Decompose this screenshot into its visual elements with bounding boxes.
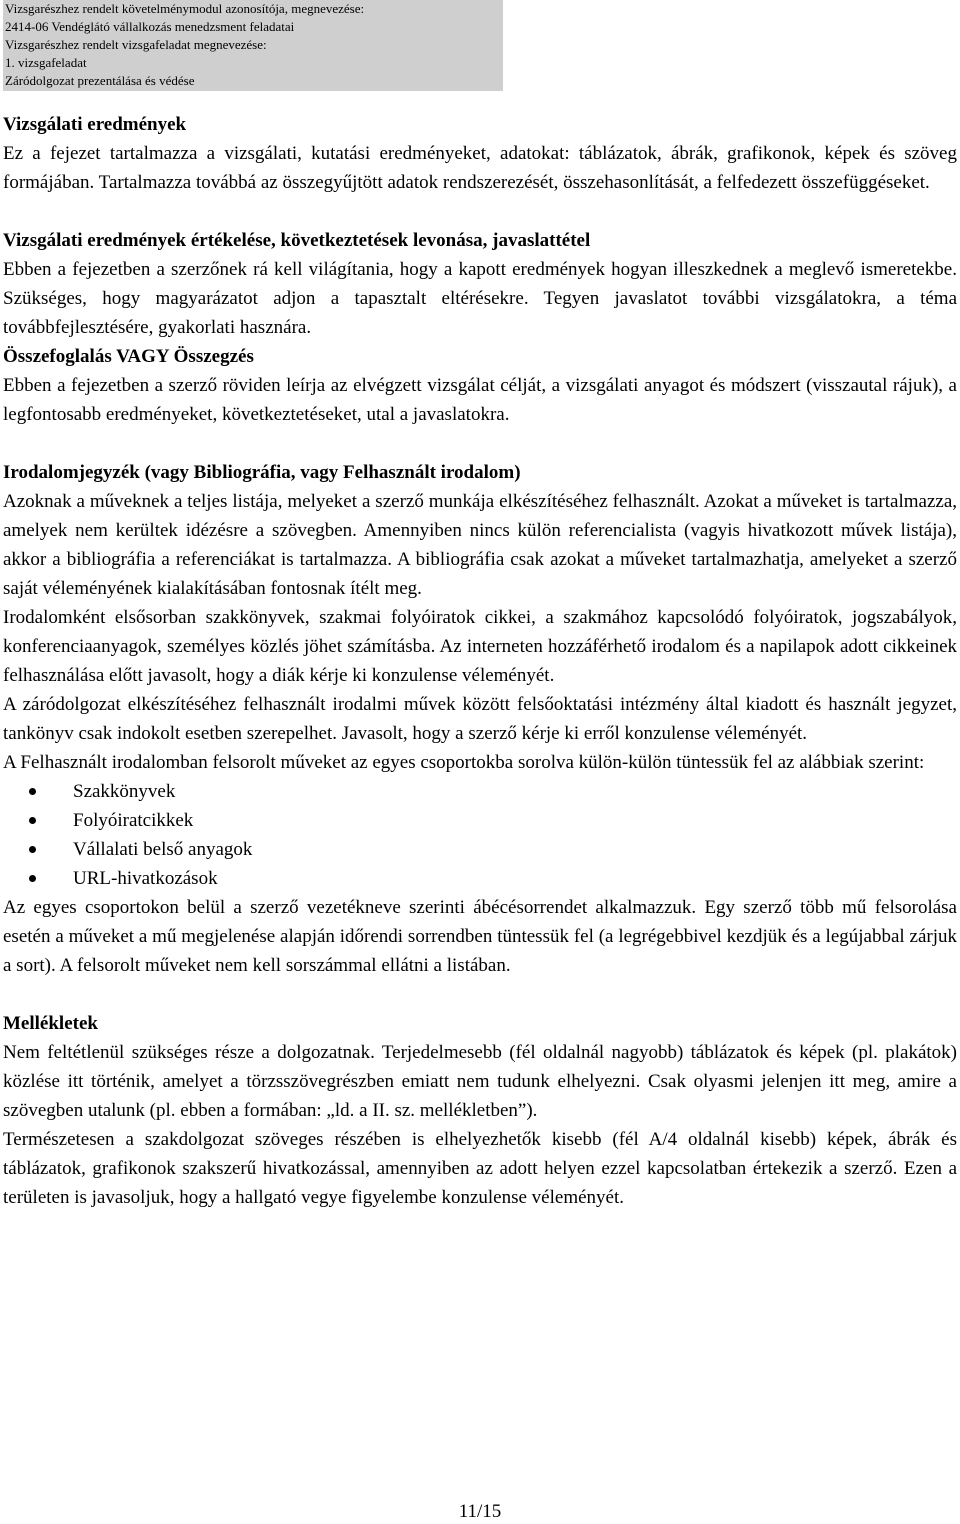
list-item-label: URL-hivatkozások [73, 868, 218, 889]
bullet-icon [29, 817, 36, 824]
bullet-icon [29, 788, 36, 795]
header-line: 1. vizsgafeladat [5, 55, 87, 70]
list-item-label: Folyóiratcikkek [73, 810, 194, 831]
section-title-osszefoglalas: Összefoglalás VAGY Összegzés [3, 346, 254, 367]
document-body [3, 110, 957, 1212]
irodalom-group-list [3, 777, 957, 893]
header-line: Vizsgarészhez rendelt vizsgafeladat megnevezése: [5, 37, 267, 52]
list-item [3, 777, 957, 806]
section-title-ertekeles: Vizsgálati eredmények értékelése, következtetések levonása, javaslattétel [3, 230, 591, 251]
mellekletek-paragraph-2: Természetesen a szakdolgozat szöveges részében is elhelyezhetők kisebb (fél A/4 oldalnál kisebb) képek, ábrák és táblázatok, grafikonok szakszerű hivatkozással, amennyiben az adott helyen ezzel kapcsolatban értekezik a szerző. Ezen a területen is javasoljuk, hogy a hallgató vegye figyelembe konzulense véleményét. [3, 1129, 957, 1208]
list-item-label: Szakkönyvek [73, 781, 176, 802]
list-item [3, 864, 957, 893]
page-header [3, 0, 503, 91]
irodalom-paragraph-4: A Felhasznált irodalomban felsorolt műveket az egyes csoportokba sorolva külön-külön tüntessük fel az alábbiak szerint: [3, 752, 925, 773]
irodalom-paragraph-2: Irodalomként elsősorban szakkönyvek, szakmai folyóiratok cikkei, a szakmához kapcsolódó folyóiratok, jogszabályok, konferenciaanyagok, személyes közlés jöhet számításba. Az interneten hozzáférhető irodalom és a napilapok adott cikkeinek felhasználása előtt javasolt, hogy a diák kérje ki konzulense véleményét. [3, 607, 957, 686]
mellekletek-paragraph-1: Nem feltétlenül szükséges része a dolgozatnak. Terjedelmesebb (fél oldalnál nagyobb) táblázatok és képek (pl. plakátok) közlése itt történik, amelyet a törzsszövegrészben emiatt nem tudunk elhelyezni. Csak olyasmi jelenjen itt meg, amire a szövegben utalunk (pl. ebben a formában: „ld. a II. sz. mellékletben”). [3, 1042, 957, 1121]
header-line: Záródolgozat prezentálása és védése [5, 73, 195, 88]
section-text-osszefoglalas: Ebben a fejezetben a szerző röviden leírja az elvégzett vizsgálat célját, a vizsgálati anyagot és módszert (visszautal rájuk), a legfontosabb eredményeket, következtetéseket, utal a javaslatokra. [3, 375, 957, 425]
spacer [3, 197, 957, 226]
spacer [3, 429, 957, 458]
irodalom-paragraph-3: A záródolgozat elkészítéséhez felhasznált irodalmi művek között felsőoktatási intézmény által kiadott és használt jegyzet, tankönyv csak indokolt esetben szerepelhet. Javasolt, hogy a szerző kérje ki erről konzulense véleményét. [3, 694, 957, 744]
bullet-icon [29, 875, 36, 882]
irodalom-paragraph-1: Azoknak a műveknek a teljes listája, melyeket a szerző munkája elkészítéséhez felhasznált. Azokat a műveket is tartalmazza, amelyek nem kerültek idézésre a szövegben. Amennyiben nincs külön referencialista (vagyis hivatkozott művek listája), akkor a bibliográfia a referenciákat is tartalmazza. A bibliográfia csak azokat a műveket tartalmazhatja, amelyeket a szerző saját véleményének kialakításában fontosnak ítélt meg. [3, 491, 957, 599]
section-title-mellekletek: Mellékletek [3, 1013, 98, 1034]
section-title-irodalomjegyzek: Irodalomjegyzék (vagy Bibliográfia, vagy Felhasznált irodalom) [3, 462, 521, 483]
list-item-label: Vállalati belső anyagok [73, 839, 253, 860]
header-line: 2414-06 Vendéglátó vállalkozás menedzsment feladatai [5, 19, 295, 34]
section-text-vizsgalati-eredmenyek: Ez a fejezet tartalmazza a vizsgálati, kutatási eredményeket, adatokat: táblázatok, ábrák, grafikonok, képek és szöveg formájában. Tartalmazza továbbá az összegyűjtött adatok rendszerezését, összehasonlítását, a felfedezett összefüggéseket. [3, 143, 957, 193]
spacer [3, 980, 957, 1009]
irodalom-paragraph-5: Az egyes csoportokon belül a szerző vezetékneve szerinti ábécésorrendet alkalmazzuk. Egy szerző több mű felsorolása esetén a műveket a mű megjelenése alapján időrendi sorrendben tüntessük fel (a legrégebbivel kezdjük és a legújabbal zárjuk a sort). A felsorolt műveket nem kell sorszámmal ellátni a listában. [3, 897, 957, 976]
page-number: 11/15 [458, 1501, 502, 1522]
bullet-icon [29, 846, 36, 853]
list-item [3, 835, 957, 864]
section-text-ertekeles: Ebben a fejezetben a szerzőnek rá kell világítania, hogy a kapott eredmények hogyan illeszkednek a meglevő ismeretekbe. Szükséges, hogy magyarázatot adjon a tapasztalt eltérésekre. Tegyen javaslatot további vizsgálatokra, a téma továbbfejlesztésére, gyakorlati hasznára. [3, 259, 957, 338]
list-item [3, 806, 957, 835]
section-title-vizsgalati-eredmenyek: Vizsgálati eredmények [3, 114, 187, 135]
header-line: Vizsgarészhez rendelt követelménymodul azonosítója, megnevezése: [5, 1, 365, 16]
